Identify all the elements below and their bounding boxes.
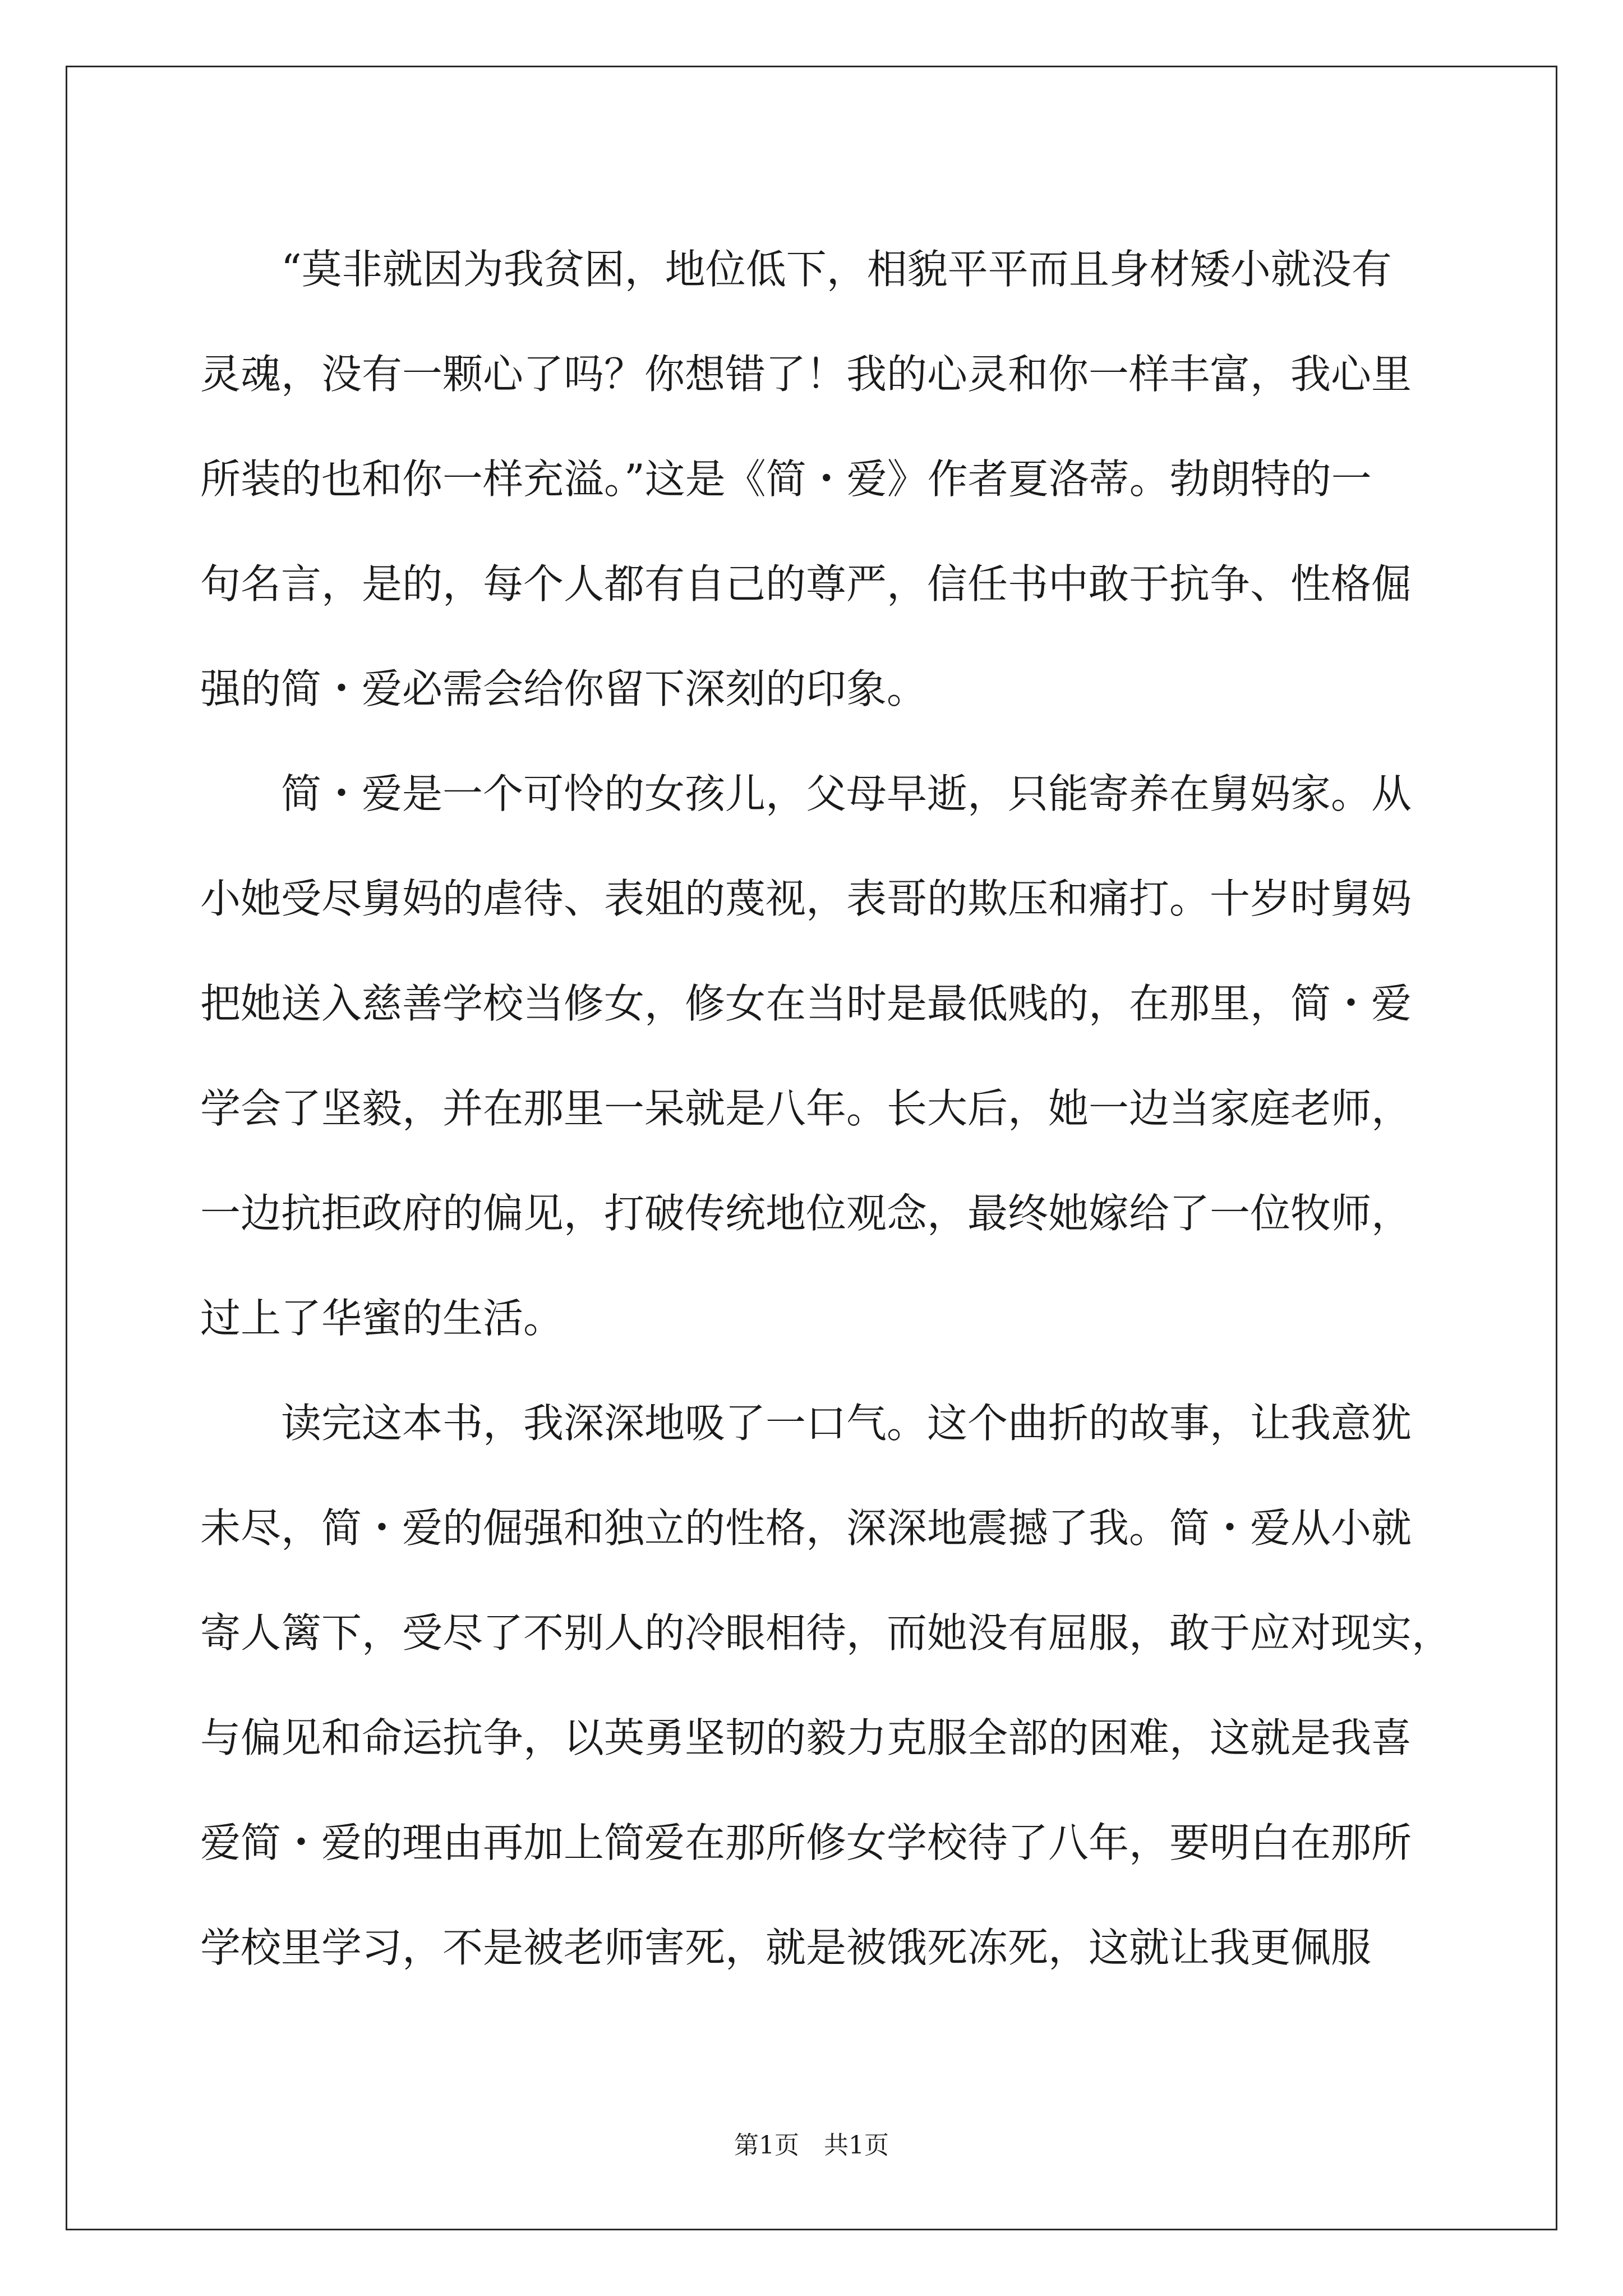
text-line: 学会了坚毅，并在那里一呆就是八年。长大后，她一边当家庭老师，: [200, 1085, 1412, 1132]
text-line: 读完这本书，我深深地吸了一口气。这个曲折的故事，让我意犹: [200, 1400, 1412, 1447]
text-line: 简・爱是一个可怜的女孩儿，父母早逝，只能寄养在舅妈家。从: [200, 770, 1412, 817]
text-line: 寄人篱下，受尽了不别人的冷眼相待，而她没有屈服，敢于应对现实，: [200, 1609, 1453, 1657]
text-line: 所装的也和你一样充溢。”这是《简・爱》作者夏洛蒂。勃朗特的一: [200, 455, 1372, 503]
text-line: 把她送入慈善学校当修女，修女在当时是最低贱的，在那里，简・爱: [200, 980, 1412, 1027]
text-line: 学校里学习，不是被老师害死，就是被饿死冻死，这就让我更佩服: [200, 1924, 1372, 1971]
document-body: [200, 217, 1453, 2000]
page-number: 第1页: [734, 2131, 799, 2160]
text-line: 强的简・爱必需会给你留下深刻的印象。: [200, 665, 928, 712]
text-line: 未尽，简・爱的倔强和独立的性格，深深地震撼了我。简・爱从小就: [200, 1504, 1412, 1552]
text-line: 灵魂，没有一颗心了吗？你想错了！我的心灵和你一样丰富，我心里: [200, 351, 1412, 398]
text-line: 与偏见和命运抗争，以英勇坚韧的毅力克服全部的困难，这就是我喜: [200, 1714, 1412, 1761]
text-line: 爱简・爱的理由再加上简爱在那所修女学校待了八年，要明白在那所: [200, 1819, 1412, 1866]
page-footer: [0, 2129, 1623, 2162]
paragraph-3: [200, 1371, 1453, 2000]
text-line: 过上了华蜜的生活。: [200, 1295, 564, 1342]
paragraph-2: [200, 742, 1434, 1371]
paragraph-1: [200, 217, 1434, 742]
page-total: 共1页: [824, 2131, 889, 2160]
text-line: 一边抗拒政府的偏见，打破传统地位观念，最终她嫁给了一位牧师，: [200, 1190, 1412, 1237]
text-line: “莫非就因为我贫困，地位低下，相貌平平而且身材矮小就没有: [200, 246, 1392, 293]
text-line: 句名言，是的，每个人都有自己的尊严，信任书中敢于抗争、性格倔: [200, 560, 1412, 608]
text-line: 小她受尽舅妈的虐待、表姐的蔑视，表哥的欺压和痛打。十岁时舅妈: [200, 875, 1412, 922]
